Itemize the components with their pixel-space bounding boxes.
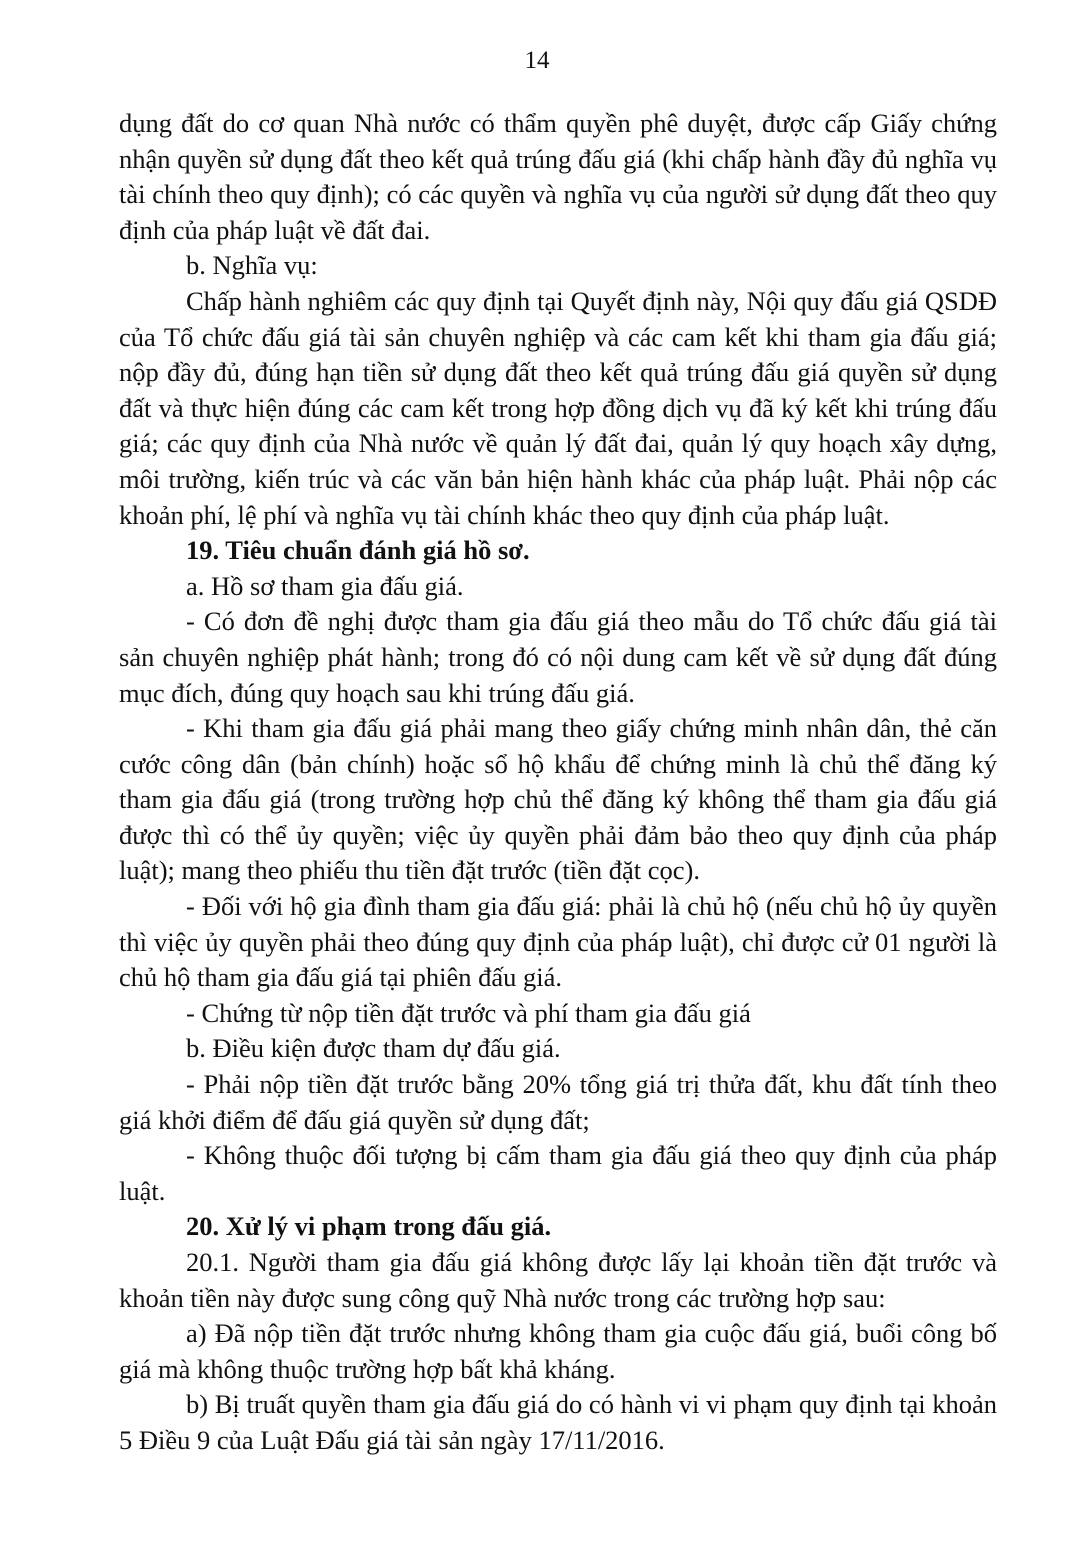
page-number: 14	[524, 47, 550, 74]
list-item-deposit-receipt: - Chứng từ nộp tiền đặt trước và phí tham gia đấu giá	[186, 997, 751, 1028]
paragraph-land-use-rights-continued: dụng đất do cơ quan Nhà nước có thẩm quyền phê duyệt, được cấp Giấy chứng nhận quyền sử dụng đất theo kết quả trúng đấu giá (khi chấp hành đầy đủ nghĩa vụ tài chính theo quy định); có các quyền và nghĩa vụ của người sử dụng đất theo quy định của pháp luật về đất đai.	[119, 108, 997, 245]
list-item-a-no-attendance: a) Đã nộp tiền đặt trước nhưng không tham gia cuộc đấu giá, buổi công bố giá mà không thuộc trường hợp bất khả kháng.	[119, 1318, 997, 1384]
subheading-obligations: b. Nghĩa vụ:	[186, 250, 318, 281]
page-body	[119, 106, 997, 1459]
paragraph-obligations: Chấp hành nghiêm các quy định tại Quyết định này, Nội quy đấu giá QSDĐ của Tổ chức đấu giá tài sản chuyên nghiệp và các cam kết khi tham gia đấu giá; nộp đầy đủ, đúng hạn tiền sử dụng đất theo kết quả trúng đấu giá quyền sử dụng đất và thực hiện đúng các cam kết trong hợp đồng dịch vụ đã ký kết khi trúng đấu giá; các quy định của Nhà nước về quản lý đất đai, quản lý quy hoạch xây dựng, môi trường, kiến trúc và các văn bản hiện hành khác của pháp luật. Phải nộp các khoản phí, lệ phí và nghĩa vụ tài chính khác theo quy định của pháp luật.	[119, 285, 997, 530]
subheading-conditions: b. Điều kiện được tham dự đấu giá.	[186, 1033, 561, 1064]
section-heading-20: 20. Xử lý vi phạm trong đấu giá.	[186, 1211, 552, 1242]
list-item-b-disqualified: b) Bị truất quyền tham gia đấu giá do có hành vi vi phạm quy định tại khoản 5 Điều 9 của Luật Đấu giá tài sản ngày 17/11/2016.	[119, 1389, 997, 1455]
list-item-identity-documents: - Khi tham gia đấu giá phải mang theo giấy chứng minh nhân dân, thẻ căn cước công dân (bản chính) hoặc sổ hộ khẩu để chứng minh là chủ thể đăng ký tham gia đấu giá (trong trường hợp chủ thể đăng ký không thể tham gia đấu giá được thì có thể ủy quyền; việc ủy quyền phải đảm bảo theo quy định của pháp luật); mang theo phiếu thu tiền đặt trước (tiền đặt cọc).	[119, 713, 997, 886]
paragraph-20-1: 20.1. Người tham gia đấu giá không được lấy lại khoản tiền đặt trước và khoản tiền này được sung công quỹ Nhà nước trong các trường hợp sau:	[119, 1247, 997, 1313]
list-item-household: - Đối với hộ gia đình tham gia đấu giá: phải là chủ hộ (nếu chủ hộ ủy quyền thì việc ủy quyền phải theo đúng quy định của pháp luật), chỉ được cử 01 người là chủ hộ tham gia đấu giá tại phiên đấu giá.	[119, 891, 997, 993]
list-item-not-prohibited: - Không thuộc đối tượng bị cấm tham gia đấu giá theo quy định của pháp luật.	[119, 1140, 997, 1206]
section-heading-19: 19. Tiêu chuẩn đánh giá hồ sơ.	[186, 535, 530, 566]
list-item-deposit-20-percent: - Phải nộp tiền đặt trước bằng 20% tổng giá trị thửa đất, khu đất tính theo giá khởi điểm để đấu giá quyền sử dụng đất;	[119, 1069, 997, 1135]
subheading-dossier: a. Hồ sơ tham gia đấu giá.	[186, 570, 464, 601]
list-item-application-form: - Có đơn đề nghị được tham gia đấu giá theo mẫu do Tổ chức đấu giá tài sản chuyên nghiệp phát hành; trong đó có nội dung cam kết về sử dụng đất đúng mục đích, đúng quy hoạch sau khi trúng đấu giá.	[119, 606, 997, 708]
